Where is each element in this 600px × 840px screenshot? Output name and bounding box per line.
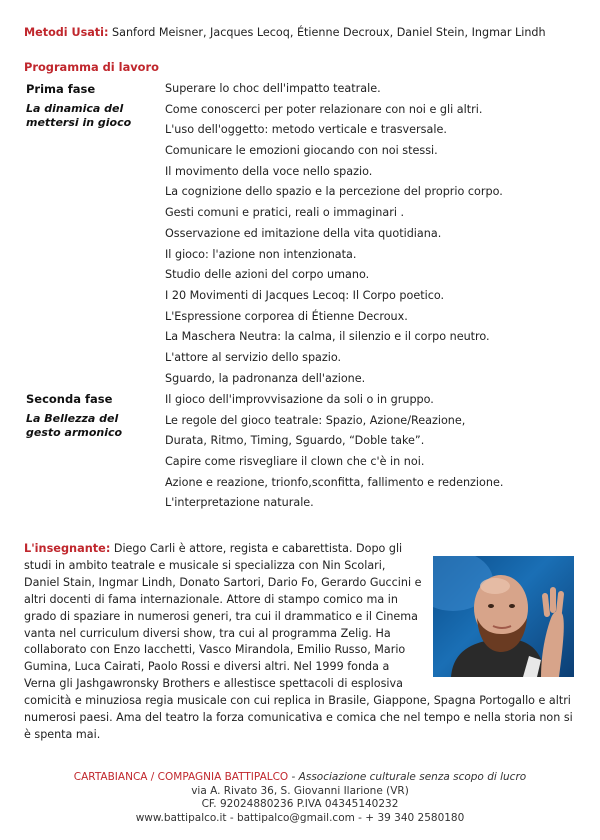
insegnante-paragraph — [24, 541, 576, 744]
phase1-list-item: L'Espressione corporea di Étienne Decroux. — [165, 309, 408, 323]
metodi-usati-line — [24, 25, 584, 40]
phase1-list-item: La Maschera Neutra: la calma, il silenzio e il corpo neutro. — [165, 330, 490, 344]
phase1-list-item: Comunicare le emozioni giocando con noi stessi. — [165, 144, 438, 158]
phase2-list-item: Durata, Ritmo, Timing, Sguardo, “Doble take”. — [165, 434, 425, 448]
phase1-list-item: Osservazione ed imitazione della vita quotidiana. — [165, 226, 442, 240]
footer-fiscal: CF. 92024880236 P.IVA 04345140232 — [201, 798, 399, 811]
phase2-list-item: Il gioco dell'improvvisazione da soli o in gruppo. — [165, 393, 434, 406]
phase2-list — [165, 390, 503, 514]
footer-assoc: - Associazione culturale senza scopo di lucro — [288, 771, 527, 783]
metodi-usati-label: Metodi Usati: — [24, 26, 109, 39]
footer-contacts: www.battipalco.it - battipalco@gmail.com - + 39 340 2580180 — [135, 811, 465, 824]
footer — [0, 771, 600, 825]
phase1-list-item: Come conoscerci per poter relazionare con noi e gli altri. — [165, 102, 483, 116]
footer-org: CARTABIANCA / COMPAGNIA BATTIPALCO — [73, 771, 289, 783]
footer-line-1 — [0, 771, 600, 785]
phase1-list-item: Studio delle azioni del corpo umano. — [165, 268, 370, 282]
metodi-usati-text: Sanford Meisner, Jacques Lecoq, Étienne Decroux, Daniel Stein, Ingmar Lindh — [108, 26, 546, 39]
phase1-list — [165, 79, 503, 389]
phase1-list-item: Il movimento della voce nello spazio. — [165, 164, 373, 178]
phase1-list-item: Il gioco: l'azione non intenzionata. — [165, 247, 357, 261]
footer-address: via A. Rivato 36, S. Giovanni Ilarione (VR) — [191, 784, 409, 797]
phase1-list-item: Superare lo choc dell'impatto teatrale. — [165, 82, 381, 95]
phase1-title: Prima fase — [26, 82, 96, 96]
phase1-list-item: La cognizione dello spazio e la percezione del proprio corpo. — [165, 185, 503, 199]
phase2-title: Seconda fase — [26, 392, 113, 406]
phase1-list-item: Gesti comuni e pratici, reali o immaginari . — [165, 206, 405, 220]
phase2-list-item: Le regole del gioco teatrale: Spazio, Azione/Reazione, — [165, 413, 466, 427]
teacher-photo — [433, 556, 574, 677]
phase1-list-item: L'uso dell'oggetto: metodo verticale e trasversale. — [165, 123, 447, 137]
phase2-list-item: Azione e reazione, trionfo,sconfitta, fallimento e redenzione. — [165, 475, 504, 489]
insegnante-label: L'insegnante: — [24, 542, 111, 555]
phase1-list-item: I 20 Movimenti di Jacques Lecoq: Il Corpo poetico. — [165, 288, 445, 302]
phase1-list-item: Sguardo, la padronanza dell'azione. — [165, 371, 366, 385]
phase1-subtitle: La dinamica del mettersi in gioco — [26, 102, 132, 129]
phase2-list-item: L'interpretazione naturale. — [165, 496, 314, 510]
phase2-subtitle: La Bellezza del gesto armonico — [26, 412, 123, 439]
phase2-list-item: Capire come risvegliare il clown che c'è in noi. — [165, 455, 425, 469]
insegnante-text: Diego Carli è attore, regista e cabarettista. Dopo gli studi in ambito teatrale e musicale si specializza con Nin Scolari, Daniel Stain, Ingmar Lindh, Donato Sartori, Dario Fo, Gerardo Guccini e altri docenti di fama internazionale. Attore di stampo comico ma in grado di spaziare in numerosi generi, tra cui il drammatico e il Cinema vanta nel curriculum diversi show, tra cui al programma Zelig. Ha collaborato con Enzo Iacchetti, Vasco Mirandola, Emilio Russo, Mario Gumina, Luca Cairati, Paolo Rossi e diversi altri. Nel 1999 fonda a Verna gli Jashgawronsky Brothers e allestisce spettacoli di esplosiva comicità e minuziosa regia musicale con cui replica in Brasile, Giappone, Spagna Portogallo e altri numerosi paesi. Ama del teatro la forza comunicativa e comica che nel tempo e nella storia non si è spenta mai. — [24, 542, 573, 741]
programma-title: Programma di lavoro — [24, 60, 159, 74]
phase1-list-item: L'attore al servizio dello spazio. — [165, 350, 342, 364]
